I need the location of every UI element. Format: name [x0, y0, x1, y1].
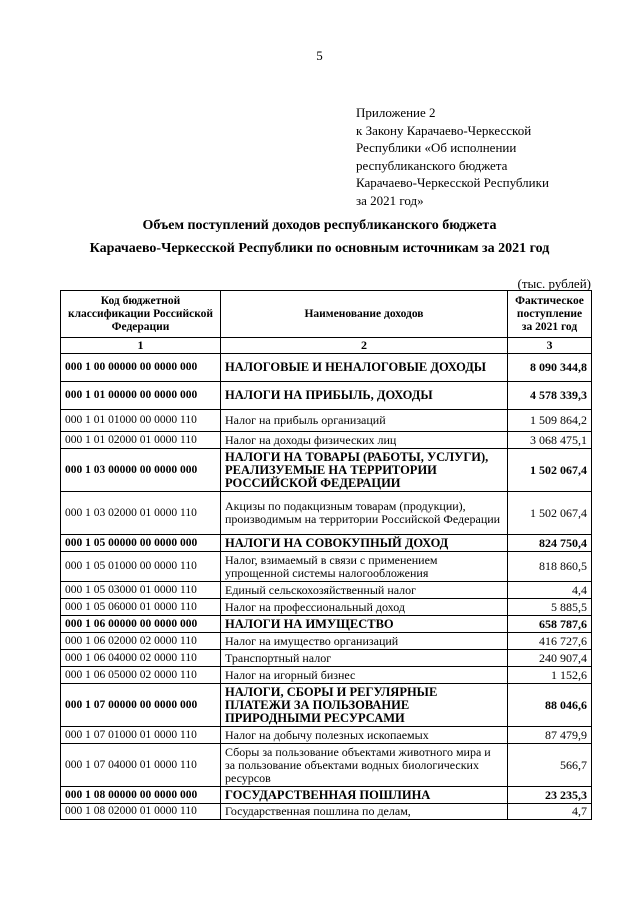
name-cell: Единый сельскохозяйственный налог	[221, 582, 508, 599]
amount-cell: 4,7	[508, 804, 592, 820]
code-cell: 000 1 06 00000 00 0000 000	[61, 616, 221, 633]
title-line: Карачаево-Черкесской Республики по основным источникам за 2021 год	[89, 241, 550, 256]
table-row	[61, 492, 592, 535]
amount-cell: 240 907,4	[508, 650, 592, 667]
appendix-line: Карачаево-Черкесской Республики	[356, 175, 549, 190]
amount-cell: 8 090 344,8	[508, 354, 592, 382]
name-cell: Налог на имущество организаций	[221, 633, 508, 650]
page-number: 5	[316, 48, 323, 63]
code-cell: 000 1 07 01000 01 0000 110	[61, 727, 221, 744]
name-cell: Государственная пошлина по делам,	[221, 804, 508, 820]
table-row	[61, 552, 592, 582]
amount-cell: 88 046,6	[508, 684, 592, 727]
amount-cell: 4 578 339,3	[508, 382, 592, 410]
amount-cell: 658 787,6	[508, 616, 592, 633]
header-code: Код бюджетной классификации Российской Федерации	[61, 291, 221, 338]
name-cell: НАЛОГОВЫЕ И НЕНАЛОГОВЫЕ ДОХОДЫ	[221, 354, 508, 382]
name-cell: Налог на профессиональный доход	[221, 599, 508, 616]
amount-cell: 87 479,9	[508, 727, 592, 744]
table-body	[61, 354, 592, 820]
name-cell: Налог на доходы физических лиц	[221, 432, 508, 449]
table-row	[61, 667, 592, 684]
code-cell: 000 1 06 04000 02 0000 110	[61, 650, 221, 667]
column-number: 2	[221, 338, 508, 354]
table-row	[61, 804, 592, 820]
column-number: 1	[61, 338, 221, 354]
code-cell: 000 1 05 01000 00 0000 110	[61, 552, 221, 582]
amount-cell: 3 068 475,1	[508, 432, 592, 449]
code-cell: 000 1 05 03000 01 0000 110	[61, 582, 221, 599]
code-cell: 000 1 01 01000 00 0000 110	[61, 410, 221, 432]
amount-cell: 416 727,6	[508, 633, 592, 650]
name-cell: НАЛОГИ НА СОВОКУПНЫЙ ДОХОД	[221, 535, 508, 552]
name-cell: НАЛОГИ НА ИМУЩЕСТВО	[221, 616, 508, 633]
code-cell: 000 1 03 02000 01 0000 110	[61, 492, 221, 535]
code-cell: 000 1 08 02000 01 0000 110	[61, 804, 221, 820]
revenue-table	[60, 290, 592, 820]
amount-cell: 1 502 067,4	[508, 492, 592, 535]
code-cell: 000 1 07 00000 00 0000 000	[61, 684, 221, 727]
column-number: 3	[508, 338, 592, 354]
name-cell: ГОСУДАРСТВЕННАЯ ПОШЛИНА	[221, 787, 508, 804]
header-amount: Фактическое поступление за 2021 год	[508, 291, 592, 338]
table-row	[61, 535, 592, 552]
appendix-line: Приложение 2	[356, 105, 436, 120]
header-name: Наименование доходов	[221, 291, 508, 338]
table-row	[61, 650, 592, 667]
appendix-note	[356, 104, 549, 209]
name-cell: Налог на добычу полезных ископаемых	[221, 727, 508, 744]
appendix-line: за 2021 год»	[356, 192, 424, 208]
amount-cell: 566,7	[508, 744, 592, 787]
amount-cell: 4,4	[508, 582, 592, 599]
title-line: Объем поступлений доходов республиканского бюджета	[142, 218, 497, 233]
table-row	[61, 410, 592, 432]
amount-cell: 23 235,3	[508, 787, 592, 804]
table-row	[61, 684, 592, 727]
document-title	[0, 214, 639, 260]
table-row	[61, 582, 592, 599]
code-cell: 000 1 03 00000 00 0000 000	[61, 449, 221, 492]
name-cell: Акцизы по подакцизным товарам (продукции), производимым на территории Российской Федерации	[221, 492, 508, 535]
code-cell: 000 1 05 00000 00 0000 000	[61, 535, 221, 552]
amount-cell: 1 509 864,2	[508, 410, 592, 432]
code-cell: 000 1 01 00000 00 0000 000	[61, 382, 221, 410]
table-row	[61, 599, 592, 616]
appendix-line: Республики «Об исполнении	[356, 140, 517, 155]
table-row	[61, 354, 592, 382]
name-cell: Транспортный налог	[221, 650, 508, 667]
amount-cell: 1 152,6	[508, 667, 592, 684]
code-cell: 000 1 05 06000 01 0000 110	[61, 599, 221, 616]
amount-cell: 818 860,5	[508, 552, 592, 582]
appendix-line: к Закону Карачаево-Черкесской	[356, 122, 532, 138]
appendix-line: республиканского бюджета	[356, 157, 508, 173]
name-cell: НАЛОГИ НА ТОВАРЫ (РАБОТЫ, УСЛУГИ), РЕАЛИЗУЕМЫЕ НА ТЕРРИТОРИИ РОССИЙСКОЙ ФЕДЕРАЦИИ	[221, 449, 508, 492]
table-row	[61, 382, 592, 410]
code-cell: 000 1 00 00000 00 0000 000	[61, 354, 221, 382]
name-cell: Налог, взимаемый в связи с применением упрощенной системы налогообложения	[221, 552, 508, 582]
amount-cell: 5 885,5	[508, 599, 592, 616]
table-row	[61, 787, 592, 804]
amount-cell: 824 750,4	[508, 535, 592, 552]
table-row	[61, 432, 592, 449]
code-cell: 000 1 01 02000 01 0000 110	[61, 432, 221, 449]
table-row	[61, 744, 592, 787]
name-cell: НАЛОГИ НА ПРИБЫЛЬ, ДОХОДЫ	[221, 382, 508, 410]
table-row	[61, 616, 592, 633]
table-row	[61, 633, 592, 650]
table-header-row	[61, 291, 592, 338]
name-cell: Налог на прибыль организаций	[221, 410, 508, 432]
name-cell: Сборы за пользование объектами животного мира и за пользование объектами водных биологических ресурсов	[221, 744, 508, 787]
name-cell: НАЛОГИ, СБОРЫ И РЕГУЛЯРНЫЕ ПЛАТЕЖИ ЗА ПОЛЬЗОВАНИЕ ПРИРОДНЫМИ РЕСУРСАМИ	[221, 684, 508, 727]
units-note: (тыс. рублей)	[517, 276, 591, 291]
table-row	[61, 449, 592, 492]
code-cell: 000 1 06 05000 02 0000 110	[61, 667, 221, 684]
column-number-row	[61, 338, 592, 354]
amount-cell: 1 502 067,4	[508, 449, 592, 492]
code-cell: 000 1 07 04000 01 0000 110	[61, 744, 221, 787]
code-cell: 000 1 06 02000 02 0000 110	[61, 633, 221, 650]
name-cell: Налог на игорный бизнес	[221, 667, 508, 684]
code-cell: 000 1 08 00000 00 0000 000	[61, 787, 221, 804]
table-row	[61, 727, 592, 744]
